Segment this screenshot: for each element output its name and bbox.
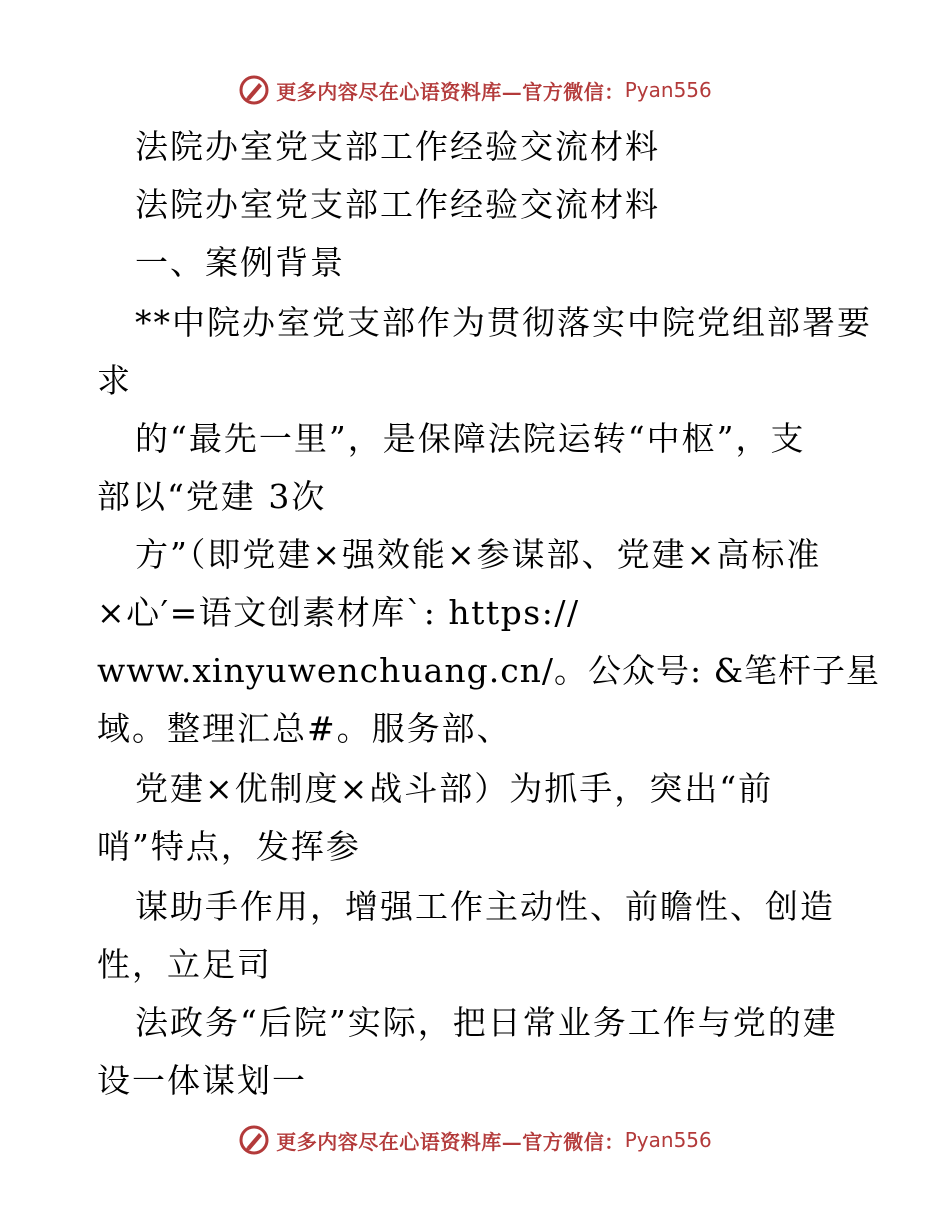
paragraph-line: 部以“党建 3次 bbox=[97, 477, 327, 516]
pen-logo-icon bbox=[238, 1124, 270, 1156]
pen-logo-icon bbox=[238, 74, 270, 106]
paragraph-line: **中院办室党支部作为贯彻落实中院党组部署要 bbox=[135, 303, 872, 342]
watermark-wechat-id: Pyan556 bbox=[624, 78, 712, 102]
watermark-banner-bottom bbox=[0, 1120, 950, 1160]
watermark-text: 更多内容尽在心语资料库—官方微信： bbox=[276, 1129, 625, 1154]
paragraph-line: 求 bbox=[97, 361, 132, 400]
paragraph-line: 性，立足司 bbox=[97, 945, 272, 984]
watermark-wechat-id: Pyan556 bbox=[624, 1128, 712, 1152]
doc-title: 法院办室党支部工作经验交流材料 bbox=[135, 127, 660, 166]
paragraph-line: 党建×优制度×战斗部）为抓手，突出“前 bbox=[135, 769, 774, 808]
paragraph-line: 谋助手作用，增强工作主动性、前瞻性、创造 bbox=[135, 887, 835, 926]
watermark-banner-top bbox=[0, 70, 950, 110]
section-heading: 一、案例背景 bbox=[135, 243, 345, 282]
doc-title-repeat: 法院办室党支部工作经验交流材料 bbox=[135, 185, 660, 224]
paragraph-line: 的“最先一里”，是保障法院运转“中枢”，支 bbox=[135, 419, 806, 458]
paragraph-line: www.xinyuwenchuang.cn/。公众号: &笔杆子星 bbox=[97, 651, 881, 690]
paragraph-line: 域。整理汇总#。服务部、 bbox=[97, 709, 512, 748]
paragraph-line: 法政务“后院”实际，把日常业务工作与党的建 bbox=[135, 1003, 838, 1042]
paragraph-line: 设一体谋划一 bbox=[97, 1061, 307, 1100]
paragraph-line: ×心′=语文创素材库`: https:// bbox=[97, 593, 580, 632]
paragraph-line: 方”（即党建×强效能×参谋部、党建×高标准 bbox=[135, 535, 822, 574]
watermark-text: 更多内容尽在心语资料库—官方微信： bbox=[276, 79, 625, 104]
paragraph-line: 哨”特点，发挥参 bbox=[97, 827, 361, 866]
